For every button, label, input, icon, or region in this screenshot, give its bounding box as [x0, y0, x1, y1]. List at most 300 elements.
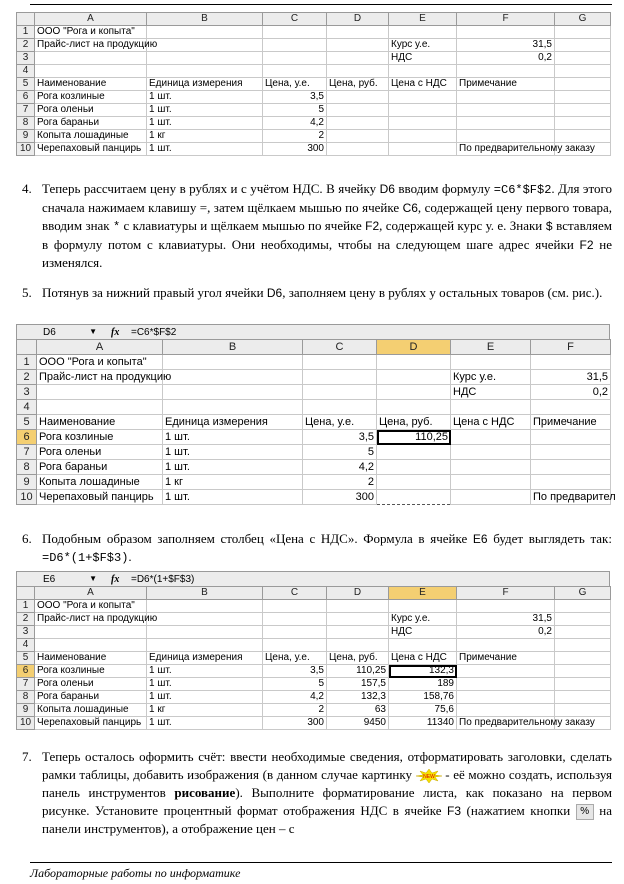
cell-f6[interactable] — [457, 91, 555, 104]
cell-e10[interactable]: 11340 — [389, 717, 457, 730]
cell-f6[interactable] — [457, 665, 555, 678]
cell-d6[interactable] — [327, 91, 389, 104]
column-header-e[interactable]: E — [389, 587, 457, 600]
cell-c6[interactable]: 3,5 — [263, 91, 327, 104]
cell-a6[interactable]: Рога козлиные — [37, 430, 163, 445]
svg-text:NEW: NEW — [422, 774, 435, 781]
cell-c8[interactable]: 4,2 — [263, 691, 327, 704]
cell-c1[interactable] — [263, 26, 327, 39]
cell-b7[interactable]: 1 шт. — [147, 104, 263, 117]
table-row — [17, 430, 611, 445]
cell-g2[interactable] — [555, 613, 611, 626]
cell-b3[interactable] — [147, 52, 263, 65]
cell-d6[interactable]: 110,25 — [327, 665, 389, 678]
cell-g3[interactable] — [555, 626, 611, 639]
row-header[interactable]: 1 — [17, 26, 35, 39]
cell-d10[interactable] — [377, 490, 451, 505]
column-header-d[interactable]: D — [377, 340, 451, 355]
cell-g4[interactable] — [555, 65, 611, 78]
column-header-e[interactable]: E — [389, 13, 457, 26]
table-row — [17, 626, 611, 639]
cell-c4[interactable] — [263, 639, 327, 652]
cell-f5[interactable]: Примечание — [531, 415, 611, 430]
bold-text: рисование — [174, 785, 236, 800]
cell-d7[interactable]: 157,5 — [327, 678, 389, 691]
row-header[interactable]: 5 — [17, 415, 37, 430]
cell-f5[interactable]: Примечание — [457, 78, 555, 91]
cell-c4[interactable] — [303, 400, 377, 415]
cell-e10[interactable] — [389, 143, 457, 156]
row-header[interactable]: 4 — [17, 65, 35, 78]
cell-f10[interactable]: По предварительному заказу — [457, 717, 555, 730]
formula-input[interactable]: =D6*(1+$F$3) — [131, 573, 195, 585]
cell-c9[interactable]: 2 — [303, 475, 377, 490]
table-row — [17, 65, 611, 78]
row-header[interactable]: 8 — [17, 691, 35, 704]
cell-b2[interactable] — [163, 370, 303, 385]
cell-d1[interactable] — [327, 26, 389, 39]
cell-e9[interactable]: 75,6 — [389, 704, 457, 717]
cell-e1[interactable] — [389, 26, 457, 39]
cell-e9[interactable] — [389, 130, 457, 143]
cell-a6[interactable]: Рога козлиные — [35, 91, 147, 104]
cell-f9[interactable] — [457, 130, 555, 143]
cell-e6[interactable] — [451, 430, 531, 445]
cell-b8[interactable]: 1 шт. — [163, 460, 303, 475]
cell-e1[interactable] — [451, 355, 531, 370]
cell-a7[interactable]: Рога оленьи — [35, 678, 147, 691]
cell-d10[interactable]: 9450 — [327, 717, 389, 730]
row-header[interactable]: 10 — [17, 717, 35, 730]
formula-input[interactable]: =C6*$F$2 — [131, 326, 177, 338]
cell-a2[interactable]: Прайс-лист на продукцию — [35, 39, 147, 52]
cell-a9[interactable]: Копыта лошадиные — [35, 130, 147, 143]
cell-e6[interactable] — [389, 91, 457, 104]
cell-c5[interactable]: Цена, у.е. — [263, 652, 327, 665]
table-row — [17, 78, 611, 91]
cell-d10[interactable] — [327, 143, 389, 156]
select-all-corner[interactable] — [17, 587, 35, 600]
cell-d4[interactable] — [377, 400, 451, 415]
cell-c10[interactable]: 300 — [263, 143, 327, 156]
cell-c7[interactable]: 5 — [263, 104, 327, 117]
formula: =C6*$F$2 — [493, 183, 552, 197]
name-box[interactable] — [17, 327, 111, 338]
cell-c7[interactable]: 5 — [303, 445, 377, 460]
cell-g5[interactable] — [555, 78, 611, 91]
cell-a3[interactable] — [35, 626, 147, 639]
cell-b6[interactable]: 1 шт. — [163, 430, 303, 445]
cell-e3[interactable]: НДС — [389, 52, 457, 65]
cell-d6[interactable]: 110,25 — [377, 430, 451, 445]
table-row — [17, 400, 611, 415]
cell-ref: F2 — [365, 219, 380, 233]
table-row — [17, 370, 611, 385]
cell-d9[interactable] — [377, 475, 451, 490]
row-header[interactable]: 6 — [17, 430, 37, 445]
table-row — [17, 117, 611, 130]
cell-d2[interactable] — [377, 370, 451, 385]
text: с клавиатуры и щёлкаем мышью по ячейке — [120, 218, 366, 233]
row-header[interactable]: 10 — [17, 490, 37, 505]
cell-d2[interactable] — [327, 39, 389, 52]
cell-f9[interactable] — [457, 704, 555, 717]
cell-f6[interactable] — [531, 430, 611, 445]
cell-a9[interactable]: Копыта лошадиные — [35, 704, 147, 717]
cell-b6[interactable]: 1 шт. — [147, 665, 263, 678]
symbol: * — [112, 220, 121, 234]
select-all-corner[interactable] — [17, 13, 35, 26]
cell-ref: D6 — [266, 286, 283, 300]
row-header[interactable]: 9 — [17, 704, 35, 717]
cell-e2[interactable]: Курс у.е. — [389, 39, 457, 52]
cell-f8[interactable] — [531, 460, 611, 475]
column-header-g[interactable]: G — [555, 587, 611, 600]
row-header[interactable]: 10 — [17, 143, 35, 156]
cell-e3[interactable]: НДС — [389, 626, 457, 639]
table-row — [17, 39, 611, 52]
row-header[interactable]: 2 — [17, 613, 35, 626]
cell-c7[interactable]: 5 — [263, 678, 327, 691]
column-header-b[interactable]: B — [147, 13, 263, 26]
column-header-f[interactable]: F — [531, 340, 611, 355]
cell-d4[interactable] — [327, 65, 389, 78]
cell-e8[interactable]: 158,76 — [389, 691, 457, 704]
cell-f1[interactable] — [531, 355, 611, 370]
cell-d5[interactable]: Цена, руб. — [377, 415, 451, 430]
cell-c8[interactable]: 4,2 — [263, 117, 327, 130]
cell-c3[interactable] — [263, 52, 327, 65]
cell-ref: C6 — [402, 201, 418, 215]
cell-b6[interactable]: 1 шт. — [147, 91, 263, 104]
cell-f5[interactable]: Примечание — [457, 652, 555, 665]
cell-c2[interactable] — [303, 370, 377, 385]
cell-f10[interactable]: По предварительному заказу — [457, 143, 555, 156]
cell-b1[interactable] — [147, 600, 263, 613]
cell-a4[interactable] — [35, 65, 147, 78]
cell-c1[interactable] — [303, 355, 377, 370]
row-header[interactable]: 4 — [17, 639, 35, 652]
cell-e7[interactable]: 189 — [389, 678, 457, 691]
cell-b2[interactable] — [147, 39, 263, 52]
cell-g1[interactable] — [555, 600, 611, 613]
sheet-1-grid — [16, 12, 611, 156]
cell-e2[interactable]: Курс у.е. — [389, 613, 457, 626]
item-number: 5. — [22, 285, 32, 300]
row-header[interactable]: 9 — [17, 475, 37, 490]
row-header[interactable]: 3 — [17, 626, 35, 639]
chevron-down-icon[interactable]: ▼ — [89, 326, 97, 336]
cell-e2[interactable]: Курс у.е. — [451, 370, 531, 385]
row-header[interactable]: 9 — [17, 130, 35, 143]
cell-c6[interactable]: 3,5 — [303, 430, 377, 445]
cell-d5[interactable]: Цена, руб. — [327, 652, 389, 665]
cell-a4[interactable] — [37, 400, 163, 415]
cell-c4[interactable] — [263, 65, 327, 78]
cell-f7[interactable] — [457, 104, 555, 117]
cell-d8[interactable] — [327, 117, 389, 130]
cell-f8[interactable] — [457, 117, 555, 130]
row-header[interactable]: 1 — [17, 355, 37, 370]
cell-e5[interactable]: Цена с НДС — [389, 652, 457, 665]
cell-e8[interactable] — [451, 460, 531, 475]
column-header-e[interactable]: E — [451, 340, 531, 355]
text: Теперь осталось оформить счёт: ввести необходимые сведения, отформатировать заголовки, сделать рамки таблицы, добавить изображения (в данном случае картинку — [42, 749, 612, 782]
cell-d8[interactable]: 132,3 — [327, 691, 389, 704]
cell-e3[interactable]: НДС — [451, 385, 531, 400]
cell-a6[interactable]: Рога козлиные — [35, 665, 147, 678]
cell-f7[interactable] — [457, 678, 555, 691]
cell-f3[interactable]: 0,2 — [457, 626, 555, 639]
cell-c2[interactable] — [263, 39, 327, 52]
cell-b10[interactable]: 1 шт. — [163, 490, 303, 505]
row-header[interactable]: 4 — [17, 400, 37, 415]
fx-icon[interactable]: fx — [111, 326, 120, 338]
row-header[interactable]: 7 — [17, 104, 35, 117]
column-header-a[interactable]: A — [35, 13, 147, 26]
cell-c9[interactable]: 2 — [263, 130, 327, 143]
cell-b9[interactable]: 1 кг — [147, 130, 263, 143]
column-header-f[interactable]: F — [457, 587, 555, 600]
cell-f4[interactable] — [531, 400, 611, 415]
cell-c5[interactable]: Цена, у.е. — [263, 78, 327, 91]
cell-c10[interactable]: 300 — [263, 717, 327, 730]
cell-a10[interactable]: Черепаховый панцирь — [37, 490, 163, 505]
row-header[interactable]: 7 — [17, 678, 35, 691]
cell-c6[interactable]: 3,5 — [263, 665, 327, 678]
item-number: 7. — [22, 749, 32, 764]
cell-g7[interactable] — [555, 104, 611, 117]
percent-button-icon: % — [576, 804, 594, 820]
cell-g4[interactable] — [555, 639, 611, 652]
cell-d3[interactable] — [327, 626, 389, 639]
cell-a5[interactable]: Наименование — [35, 78, 147, 91]
cell-a9[interactable]: Копыта лошадиные — [37, 475, 163, 490]
cell-b3[interactable] — [163, 385, 303, 400]
cell-g2[interactable] — [555, 39, 611, 52]
cell-f1[interactable] — [457, 26, 555, 39]
table-row — [17, 143, 611, 156]
cell-a4[interactable] — [35, 639, 147, 652]
row-header[interactable]: 5 — [17, 78, 35, 91]
row-header[interactable]: 8 — [17, 117, 35, 130]
cell-d2[interactable] — [327, 613, 389, 626]
column-header-c[interactable]: C — [263, 587, 327, 600]
symbol: $ — [545, 220, 553, 234]
cell-g7[interactable] — [555, 678, 611, 691]
cell-ref: F3 — [447, 804, 462, 818]
cell-b10[interactable]: 1 шт. — [147, 717, 263, 730]
cell-b8[interactable]: 1 шт. — [147, 691, 263, 704]
cell-a8[interactable]: Рога бараньи — [37, 460, 163, 475]
cell-e7[interactable] — [389, 104, 457, 117]
cell-e5[interactable]: Цена с НДС — [389, 78, 457, 91]
cell-e10[interactable] — [451, 490, 531, 505]
column-header-d[interactable]: D — [327, 13, 389, 26]
table-row — [17, 600, 611, 613]
cell-d1[interactable] — [377, 355, 451, 370]
column-header-c[interactable]: C — [263, 13, 327, 26]
cell-b5[interactable]: Единица измерения — [147, 78, 263, 91]
cell-a5[interactable]: Наименование — [35, 652, 147, 665]
cell-a7[interactable]: Рога оленьи — [35, 104, 147, 117]
table-row — [17, 490, 611, 505]
cell-a2[interactable]: Прайс-лист на продукцию — [37, 370, 163, 385]
cell-f2[interactable]: 31,5 — [457, 613, 555, 626]
cell-f3[interactable]: 0,2 — [531, 385, 611, 400]
cell-f4[interactable] — [457, 639, 555, 652]
chevron-down-icon[interactable]: ▼ — [89, 573, 97, 583]
column-header-a[interactable]: A — [35, 587, 147, 600]
cell-e4[interactable] — [451, 400, 531, 415]
text: вводим формулу — [394, 181, 494, 196]
column-header-f[interactable]: F — [457, 13, 555, 26]
row-header[interactable]: 5 — [17, 652, 35, 665]
cell-a7[interactable]: Рога оленьи — [37, 445, 163, 460]
column-header-c[interactable]: C — [303, 340, 377, 355]
table-row — [17, 52, 611, 65]
row-header[interactable]: 6 — [17, 665, 35, 678]
cell-b9[interactable]: 1 кг — [163, 475, 303, 490]
table-row — [17, 445, 611, 460]
cell-b1[interactable] — [147, 26, 263, 39]
cell-d4[interactable] — [327, 639, 389, 652]
cell-b7[interactable]: 1 шт. — [163, 445, 303, 460]
column-header-b[interactable]: B — [163, 340, 303, 355]
cell-f1[interactable] — [457, 600, 555, 613]
row-header[interactable]: 1 — [17, 600, 35, 613]
cell-b4[interactable] — [163, 400, 303, 415]
cell-b5[interactable]: Единица измерения — [147, 652, 263, 665]
cell-g8[interactable] — [555, 117, 611, 130]
cell-a1[interactable]: ООО "Рога и копыта" — [35, 26, 147, 39]
column-header-g[interactable]: G — [555, 13, 611, 26]
cell-f3[interactable]: 0,2 — [457, 52, 555, 65]
row-header[interactable]: 2 — [17, 370, 37, 385]
row-header[interactable]: 3 — [17, 385, 37, 400]
row-header[interactable]: 6 — [17, 91, 35, 104]
cell-f2[interactable]: 31,5 — [457, 39, 555, 52]
cell-g6[interactable] — [555, 665, 611, 678]
cell-d7[interactable] — [377, 445, 451, 460]
cell-b9[interactable]: 1 кг — [147, 704, 263, 717]
cell-b3[interactable] — [147, 626, 263, 639]
row-header[interactable]: 2 — [17, 39, 35, 52]
cell-b10[interactable]: 1 шт. — [147, 143, 263, 156]
cell-b1[interactable] — [163, 355, 303, 370]
cell-a10[interactable]: Черепаховый панцирь — [35, 143, 147, 156]
cell-c8[interactable]: 4,2 — [303, 460, 377, 475]
paragraph-7 — [22, 748, 613, 838]
item-number: 6. — [22, 531, 32, 546]
cell-e8[interactable] — [389, 117, 457, 130]
cell-g9[interactable] — [555, 130, 611, 143]
cell-d5[interactable]: Цена, руб. — [327, 78, 389, 91]
cell-a5[interactable]: Наименование — [37, 415, 163, 430]
cell-a1[interactable]: ООО "Рога и копыта" — [35, 600, 147, 613]
column-header-a[interactable]: A — [37, 340, 163, 355]
cell-d9[interactable] — [327, 130, 389, 143]
cell-b2[interactable] — [147, 613, 263, 626]
cell-g6[interactable] — [555, 91, 611, 104]
cell-d8[interactable] — [377, 460, 451, 475]
cell-a10[interactable]: Черепаховый панцирь — [35, 717, 147, 730]
name-box[interactable] — [17, 574, 111, 585]
cell-e7[interactable] — [451, 445, 531, 460]
cell-d9[interactable]: 63 — [327, 704, 389, 717]
cell-f9[interactable] — [531, 475, 611, 490]
fx-icon[interactable]: fx — [111, 573, 120, 585]
cell-g8[interactable] — [555, 691, 611, 704]
table-row — [17, 460, 611, 475]
cell-f8[interactable] — [457, 691, 555, 704]
spreadsheet-1 — [16, 12, 611, 156]
cell-d3[interactable] — [327, 52, 389, 65]
cell-a2[interactable]: Прайс-лист на продукцию — [35, 613, 147, 626]
cell-g1[interactable] — [555, 26, 611, 39]
row-header[interactable]: 3 — [17, 52, 35, 65]
column-header-b[interactable]: B — [147, 587, 263, 600]
cell-b8[interactable]: 1 шт. — [147, 117, 263, 130]
cell-c5[interactable]: Цена, у.е. — [303, 415, 377, 430]
cell-c1[interactable] — [263, 600, 327, 613]
cell-e6[interactable]: 132,3 — [389, 665, 457, 678]
cell-a1[interactable]: ООО "Рога и копыта" — [37, 355, 163, 370]
cell-d3[interactable] — [377, 385, 451, 400]
cell-c3[interactable] — [263, 626, 327, 639]
formula-bar — [16, 324, 610, 339]
cell-f10[interactable]: По предварител — [531, 490, 611, 505]
cell-d7[interactable] — [327, 104, 389, 117]
cell-c10[interactable]: 300 — [303, 490, 377, 505]
cell-c3[interactable] — [303, 385, 377, 400]
cell-e4[interactable] — [389, 639, 457, 652]
text: вставляем в формулу потом с клавиатуры. Они необходимы, чтобы на следующем шаге адрес ячейки — [42, 218, 613, 252]
cell-e4[interactable] — [389, 65, 457, 78]
cell-ref: F2 — [579, 238, 594, 252]
cell-a8[interactable]: Рога бараньи — [35, 117, 147, 130]
row-header[interactable]: 7 — [17, 445, 37, 460]
table-row — [17, 130, 611, 143]
column-header-d[interactable]: D — [327, 587, 389, 600]
cell-a8[interactable]: Рога бараньи — [35, 691, 147, 704]
cell-d1[interactable] — [327, 600, 389, 613]
cell-g3[interactable] — [555, 52, 611, 65]
cell-c9[interactable]: 2 — [263, 704, 327, 717]
cell-f4[interactable] — [457, 65, 555, 78]
cell-f2[interactable]: 31,5 — [531, 370, 611, 385]
cell-a3[interactable] — [35, 52, 147, 65]
paragraph-5 — [22, 284, 612, 302]
cell-g9[interactable] — [555, 704, 611, 717]
cell-g5[interactable] — [555, 652, 611, 665]
cell-b5[interactable]: Единица измерения — [163, 415, 303, 430]
select-all-corner[interactable] — [17, 340, 37, 355]
cell-a3[interactable] — [37, 385, 163, 400]
cell-c2[interactable] — [263, 613, 327, 626]
text: , содержащей цену первого товара, вводим знак — [42, 200, 612, 233]
cell-e5[interactable]: Цена с НДС — [451, 415, 531, 430]
cell-e1[interactable] — [389, 600, 457, 613]
cell-e9[interactable] — [451, 475, 531, 490]
row-header[interactable]: 8 — [17, 460, 37, 475]
cell-ref: D6 — [43, 326, 56, 338]
cell-f7[interactable] — [531, 445, 611, 460]
cell-b4[interactable] — [147, 639, 263, 652]
cell-b7[interactable]: 1 шт. — [147, 678, 263, 691]
text: Теперь рассчитаем цену в рублях и с учётом НДС. В ячейку — [42, 181, 380, 196]
cell-b4[interactable] — [147, 65, 263, 78]
